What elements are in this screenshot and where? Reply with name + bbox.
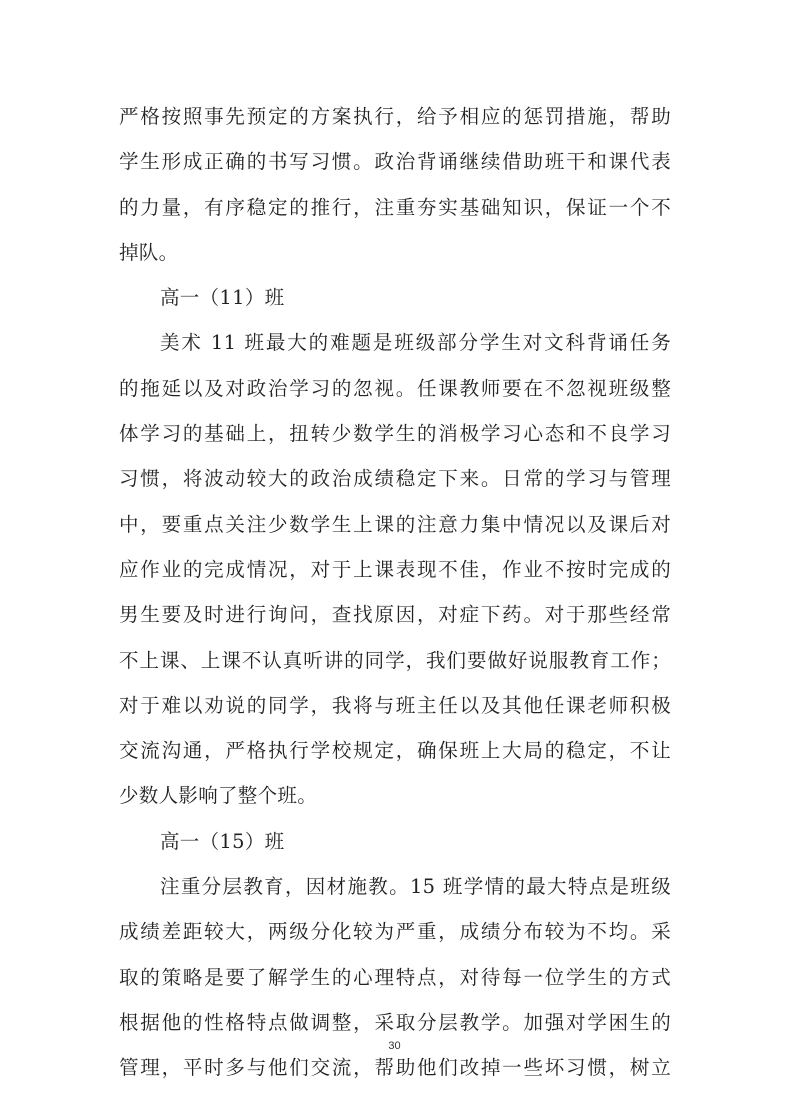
text-line: 男生要及时进行询问，查找原因，对症下药。对于那些经常 <box>119 603 671 627</box>
text-line: 管理，平时多与他们交流，帮助他们改掉一些坏习惯，树立 <box>119 1056 671 1080</box>
text-line: 根据他的性格特点做调整，采取分层教学。加强对学困生的 <box>119 1010 671 1034</box>
page-number: 30 <box>388 1040 401 1052</box>
text-line: 的拖延以及对政治学习的忽视。任课教师要在不忽视班级整 <box>119 376 671 400</box>
text-line: 学生形成正确的书写习惯。政治背诵继续借助班干和课代表 <box>119 150 671 174</box>
text-line: 严格按照事先预定的方案执行，给予相应的惩罚措施，帮助 <box>119 105 671 128</box>
text-line: 美术 11 班最大的难题是班级部分学生对文科背诵任务 <box>160 331 671 355</box>
text-line: 应作业的完成情况，对于上课表现不佳，作业不按时完成的 <box>119 557 671 581</box>
text-line: 中，要重点关注少数学生上课的注意力集中情况以及课后对 <box>119 512 671 536</box>
text-line: 不上课、上课不认真听讲的同学，我们要做好说服教育工作； <box>119 648 671 672</box>
section-heading: 高一（15）班 <box>160 829 285 853</box>
text-line: 习惯，将波动较大的政治成绩稳定下来。日常的学习与管理 <box>119 467 671 491</box>
text-line: 成绩差距较大，两级分化较为严重，成绩分布较为不均。采 <box>119 920 671 944</box>
body-text <box>119 94 671 1091</box>
text-line: 掉队。 <box>119 240 179 264</box>
text-line: 取的策略是要了解学生的心理特点，对待每一位学生的方式 <box>119 965 671 989</box>
text-line: 注重分层教育，因材施教。15 班学情的最大特点是班级 <box>160 875 671 899</box>
text-line: 交流沟通，严格执行学校规定，确保班上大局的稳定，不让 <box>119 739 671 763</box>
text-line: 对于难以劝说的同学，我将与班主任以及其他任课老师积极 <box>119 693 671 717</box>
section-heading: 高一（11）班 <box>160 286 285 310</box>
text-line: 体学习的基础上，扭转少数学生的消极学习心态和不良学习 <box>119 422 671 446</box>
text-line: 少数人影响了整个班。 <box>119 784 318 808</box>
text-line: 的力量，有序稳定的推行，注重夯实基础知识，保证一个不 <box>119 195 671 219</box>
